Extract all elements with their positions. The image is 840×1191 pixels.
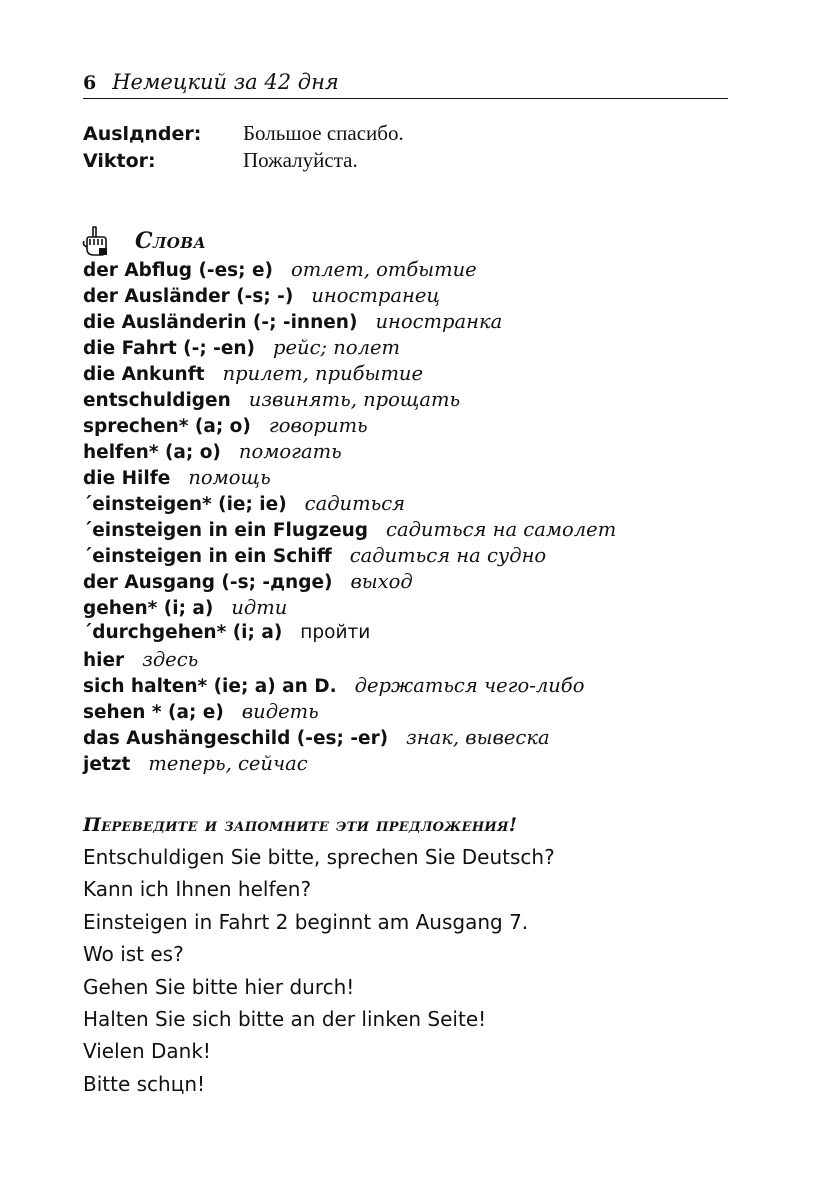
vocab-german: die Fahrt (-; -en) <box>83 338 256 359</box>
vocab-german: ´durchgehen* (i; a) <box>83 622 283 643</box>
vocab-item <box>83 752 728 778</box>
page <box>83 70 728 1104</box>
vocab-german: ´einsteigen* (ie; ie) <box>83 494 287 515</box>
vocab-russian: выход <box>350 570 413 593</box>
vocab-item <box>83 440 728 466</box>
vocab-item <box>83 466 728 492</box>
dialog-row <box>83 148 728 175</box>
task-title: Переведите и запомните эти предложения! <box>83 814 518 836</box>
vocab-german: sehen * (a; e) <box>83 702 224 723</box>
vocab-item <box>83 310 728 336</box>
vocab-russian: идти <box>231 596 288 619</box>
dialog <box>83 121 728 175</box>
vocab-russian: видеть <box>241 700 319 723</box>
vocab-item <box>83 284 728 310</box>
vocab-item <box>83 518 728 544</box>
dialog-line: Большое спасибо. <box>243 121 404 145</box>
vocab-german: der Abflug (-es; e) <box>83 260 274 281</box>
sentence: Halten Sie sich bitte an der linken Seite! <box>83 1006 487 1031</box>
words-section-title: Слова <box>135 228 207 254</box>
vocab-german: entschuldigen <box>83 390 231 411</box>
vocab-item <box>83 388 728 414</box>
vocab-item <box>83 414 728 440</box>
vocab-german: jetzt <box>83 754 131 775</box>
vocab-item <box>83 544 728 570</box>
vocab-item <box>83 700 728 726</box>
vocab-russian: здесь <box>142 648 199 671</box>
sentence: Kann ich Ihnen helfen? <box>83 877 312 902</box>
vocab-russian: иностранец <box>311 284 440 307</box>
vocab-item <box>83 258 728 284</box>
vocab-german: die Ausländerin (-; -innen) <box>83 312 358 333</box>
vocab-item <box>83 492 728 518</box>
vocab-russian: теперь, сейчас <box>148 752 308 775</box>
vocab-german: der Ausländer (-s; -) <box>83 286 294 307</box>
vocab-russian: прилет, прибытие <box>222 362 424 385</box>
vocab-german: der Ausgang (-s; -дnge) <box>83 572 333 593</box>
sentence: Wo ist es? <box>83 942 184 967</box>
vocab-item <box>83 362 728 388</box>
vocab-item <box>83 622 728 648</box>
vocab-russian: помощь <box>188 466 271 489</box>
sentence: Einsteigen in Fahrt 2 beginnt am Ausgang 7. <box>83 909 529 934</box>
sentence: Bitte schцn! <box>83 1071 206 1096</box>
vocab-russian: знак, вывеска <box>406 726 550 749</box>
vocab-item <box>83 570 728 596</box>
vocab-german: das Aushängeschild (-es; -er) <box>83 728 389 749</box>
vocab-russian: извинять, прощать <box>248 388 461 411</box>
vocab-russian: садиться на самолет <box>386 518 617 541</box>
vocab-russian: говорить <box>268 414 368 437</box>
book-title: Немецкий за 42 дня <box>112 70 339 94</box>
vocab-russian: пройти <box>300 622 371 643</box>
vocab-item <box>83 648 728 674</box>
dialog-line: Пожалуйста. <box>243 148 358 172</box>
vocab-german: hier <box>83 650 125 671</box>
vocab-russian: держаться чего-либо <box>354 674 585 697</box>
vocab-russian: иностранка <box>375 310 503 333</box>
sentence-list <box>83 845 728 1104</box>
vocab-russian: садиться <box>304 492 406 515</box>
vocab-russian: садиться на судно <box>349 544 547 567</box>
sentence: Vielen Dank! <box>83 1039 211 1064</box>
vocab-german: die Hilfe <box>83 468 171 489</box>
vocab-item <box>83 726 728 752</box>
page-number: 6 <box>83 72 97 94</box>
vocab-list <box>83 258 728 778</box>
vocab-german: ´einsteigen in ein Flugzeug <box>83 520 369 541</box>
words-section-header <box>83 225 728 257</box>
vocab-item <box>83 674 728 700</box>
vocab-russian: рейс; полет <box>273 336 401 359</box>
dialog-speaker: Auslдnder: <box>83 123 202 145</box>
sentence: Gehen Sie bitte hier durch! <box>83 974 355 999</box>
vocab-german: sprechen* (a; o) <box>83 416 251 437</box>
pointing-hand-icon <box>79 225 113 257</box>
sentence: Entschuldigen Sie bitte, sprechen Sie Deutsch? <box>83 845 555 869</box>
vocab-russian: отлет, отбытие <box>291 258 477 281</box>
page-header <box>83 70 728 99</box>
vocab-russian: помогать <box>238 440 342 463</box>
vocab-german: die Ankunft <box>83 364 205 385</box>
dialog-speaker: Viktor: <box>83 150 156 172</box>
vocab-item <box>83 336 728 362</box>
vocab-german: gehen* (i; a) <box>83 598 214 619</box>
vocab-german: ´einsteigen in ein Schiff <box>83 546 332 567</box>
vocab-german: sich halten* (ie; a) an D. <box>83 676 337 697</box>
vocab-item <box>83 596 728 622</box>
vocab-german: helfen* (a; o) <box>83 442 221 463</box>
dialog-row <box>83 121 728 148</box>
